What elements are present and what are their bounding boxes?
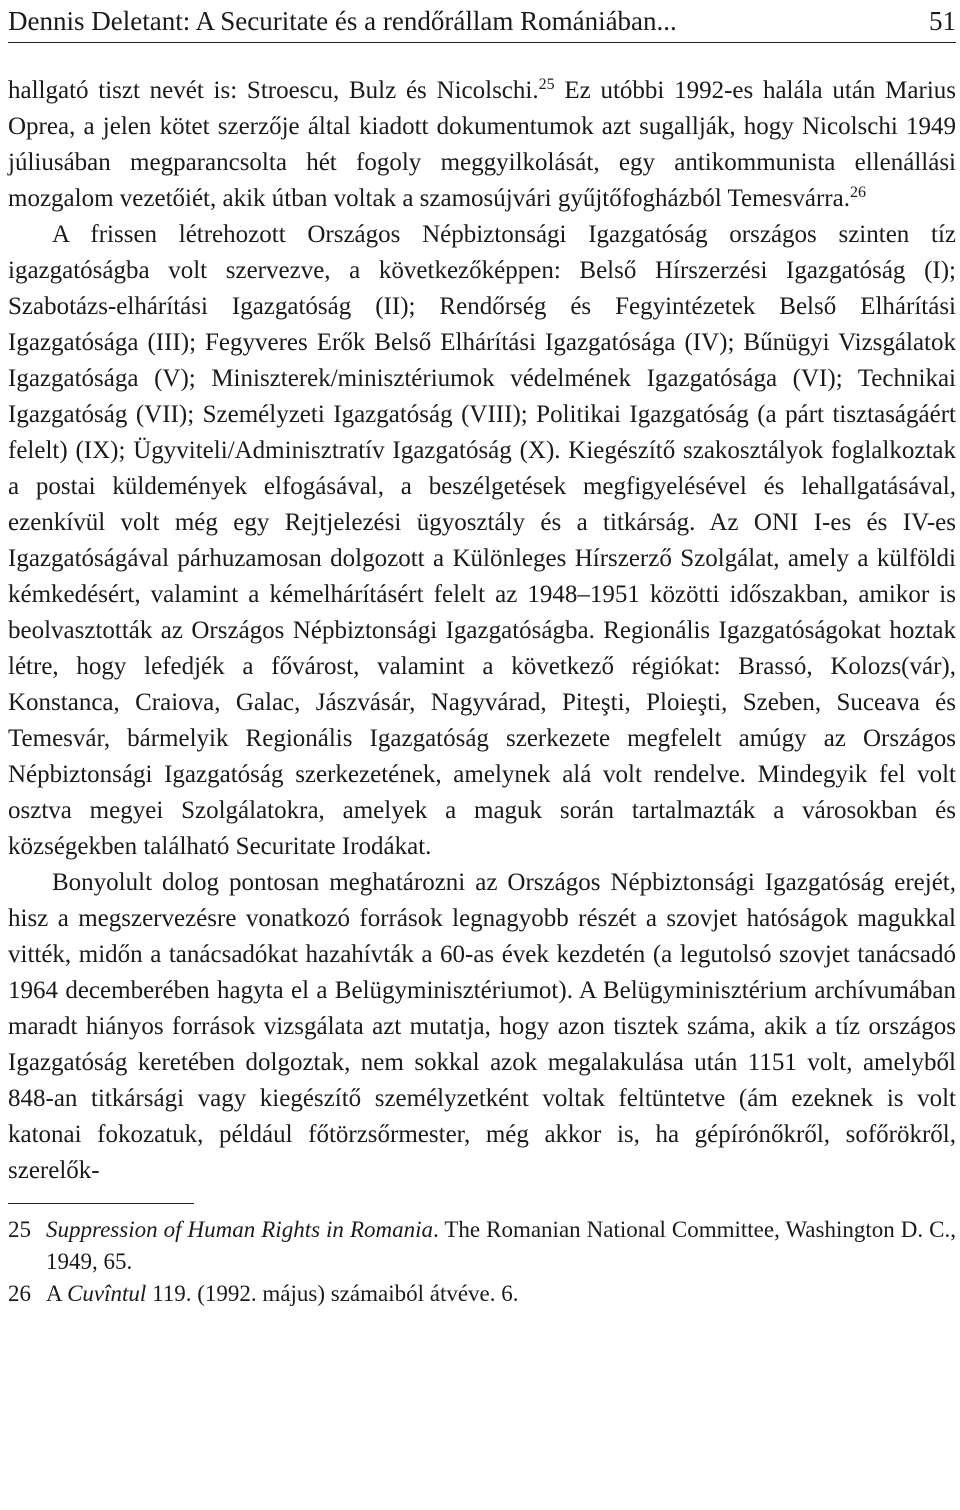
footnote-citation: 119. (1992. május) számaiból átvéve. 6. bbox=[146, 1281, 519, 1306]
paragraph-2: A frissen létrehozott Országos Népbiztonsági Igazgatóság országos szinten tíz igazgatóságba volt szervezve, a következőképpen: Belső Hírszerzési Igazgatóság (I); Szabotázs-elhárítási Igazgatóság (II); Rendőrség és Fegyintézetek Belső Elhárítási Igazgatósága (III); Fegyveres Erők Belső Elhárítási Igazgatósága (IV); Bűnügyi Vizsgálatok Igazgatósága (V); Miniszterek/minisztériumok védelmének Igazgatósága (VI); Technikai Igazgatóság (VII); Személyzeti Igazgatóság (VIII); Politikai Igazgatóság (a párt tisztaságáért felelt) (IX); Ügyviteli/Adminisztratív Igazgatóság (X). Kiegészítő szakosztályok foglalkoztak a postai küldemények elfogásával, a beszélgetések megfigyelésével és lehallgatásával, ezenkívül volt még egy Rejtjelezési ügyosztály és a titkárság. Az ONI I-es és IV-es Igazgatóságával párhuzamosan dolgozott a Különleges Hírszerző Szolgálat, amely a külföldi kémkedésért, valamint a kémelhárításért felelt az 1948–1951 közötti időszakban, amikor is beolvasztották az Országos Népbiztonsági Igazgatóságba. Regionális Igazgatóságokat hoztak létre, hogy lefedjék a fővárost, valamint a következő régiókat: Brassó, Kolozs(vár), Konstanca, Craiova, Galac, Jászvásár, Nagyvárad, Piteşti, Ploieşti, Szeben, Suceava és Temesvár, bármelyik Regionális Igazgatóság szerkezete megfelelt amúgy az Országos Népbiztonsági Igazgatóság szerkezetének, amelynek alá volt rendelve. Mindegyik fel volt osztva megyei Szolgálatokra, amelyek a maguk során tartalmazták a városokban és községekben található Securitate Irodákat. bbox=[8, 221, 956, 860]
paragraph-1 bbox=[8, 73, 956, 217]
footnote-divider bbox=[8, 1203, 194, 1204]
footnote-text bbox=[46, 1278, 956, 1310]
paragraph-3: Bonyolult dolog pontosan meghatározni az Országos Népbiztonsági Igazgatóság erejét, hisz a megszervezésre vonatkozó források legnagyobb részét a szovjet hatóságok magukkal vitték, midőn a tanácsadókat hazahívták a 60-as évek kezdetén (a legutolsó szovjet tanácsadó 1964 decemberében hagyta el a Belügyminisztériumot). A Belügyminisztérium archívumában maradt hiányos források vizsgálata azt mutatja, hogy azon tisztek száma, akik a tíz országos Igazgatóság keretében dolgoztak, nem sokkal azok megalakulása után 1151 volt, amelyből 848-an titkársági vagy kiegészítő személyzetként voltak feltüntetve (ám ezeknek is volt katonai fokozatuk, például főtörzsőrmester, még akkor is, ha gépírónőkről, sofőrökről, szerelők- bbox=[8, 869, 956, 1184]
document-page bbox=[8, 0, 956, 1310]
footnote-title-italic: Suppression of Human Rights in Romania bbox=[46, 1217, 433, 1242]
footnotes bbox=[8, 1214, 956, 1310]
footnote-ref-26[interactable]: 26 bbox=[849, 184, 866, 201]
body-text bbox=[8, 73, 956, 1189]
footnote-ref-25[interactable]: 25 bbox=[538, 76, 555, 93]
footnote-25 bbox=[8, 1214, 956, 1278]
footnote-prefix: A bbox=[46, 1281, 68, 1306]
footnote-text bbox=[46, 1214, 956, 1278]
running-title: Dennis Deletant: A Securitate és a rendőrállam Romániában... bbox=[8, 6, 677, 36]
footnote-citation: . The Romanian National Committee, Washington D. C., 1949, 65. bbox=[46, 1217, 956, 1274]
footnote-number: 26 bbox=[8, 1281, 31, 1306]
footnote-title-italic: Cuvîntul bbox=[67, 1281, 147, 1306]
paragraph-1-part-a: hallgató tiszt nevét is: Stroescu, Bulz és Nicolschi. bbox=[8, 77, 539, 104]
footnote-26 bbox=[8, 1278, 956, 1310]
running-header bbox=[8, 0, 956, 43]
footnote-number: 25 bbox=[8, 1217, 31, 1242]
page-number: 51 bbox=[929, 6, 956, 36]
paragraph-1-part-b: Ez utóbbi 1992-es halála után Marius Oprea, a jelen kötet szerzője által kiadott dokumentumok azt sugallják, hogy Nicolschi 1949 júliusában megparancsolta hét fogoly meggyilkolását, egy antikommunista ellenállási mozgalom vezetőiét, akik útban voltak a szamosújvári gyűjtőfogházból Temesvárra. bbox=[8, 77, 956, 212]
